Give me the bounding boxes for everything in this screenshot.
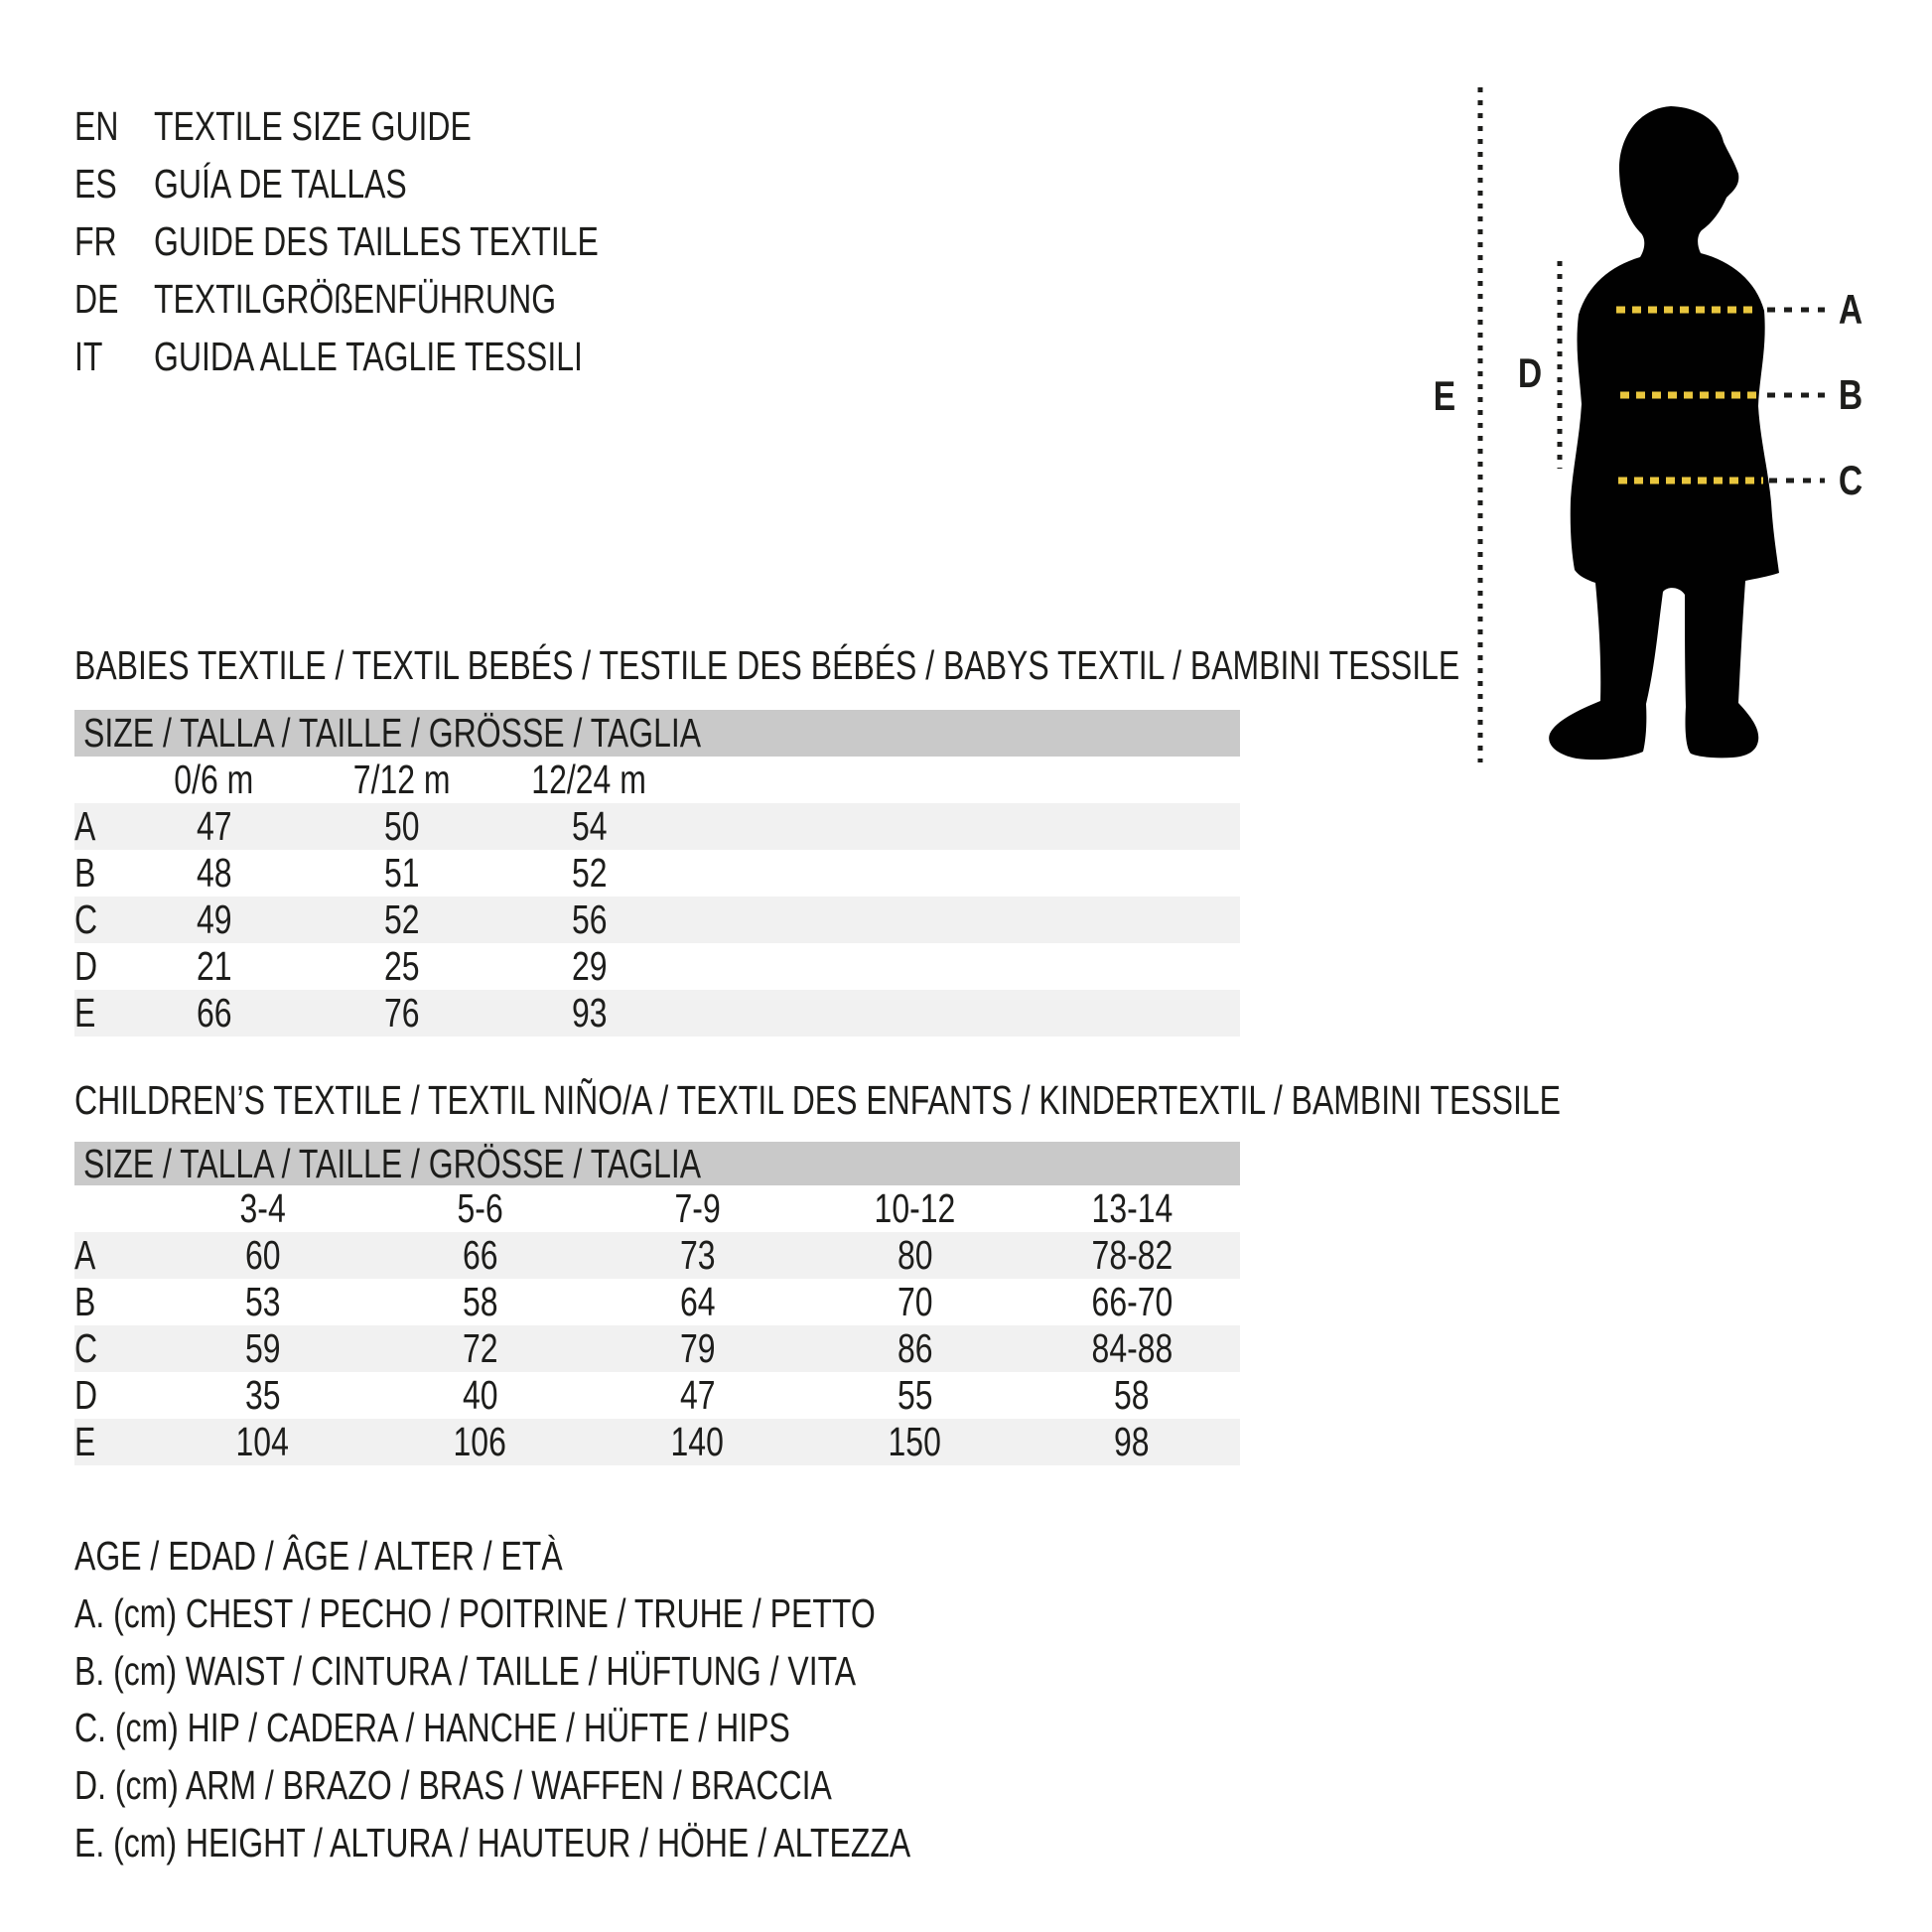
children-row-a: A 60 66 73 80 78-82: [74, 1232, 1240, 1279]
babies-col-0-6m: 0/6 m: [174, 757, 254, 802]
row-label: E: [74, 990, 96, 1035]
children-section-title: CHILDREN’S TEXTILE / TEXTIL NIÑO/A / TEXTIL DES ENFANTS / KINDERTEXTIL / BAMBINI TESSILE: [74, 1077, 1561, 1123]
children-size-table: [74, 1185, 1240, 1465]
babies-section-title: BABIES TEXTILE / TEXTIL BEBÉS / TESTILE DES BÉBÉS / BABYS TEXTIL / BAMBINI TESSILE: [74, 642, 1460, 688]
lang-row-es: [74, 155, 724, 212]
children-col-13-14: 13-14: [1091, 1185, 1173, 1231]
legend-height: E. (cm) HEIGHT / ALTURA / HAUTEUR / HÖHE / ALTEZZA: [74, 1819, 911, 1865]
children-size-header-bar: SIZE / TALLA / TAILLE / GRÖSSE / TAGLIA: [74, 1142, 1240, 1185]
figure-label-a: A: [1838, 287, 1863, 334]
children-col-10-12: 10-12: [874, 1185, 956, 1231]
lang-code-en: EN: [74, 103, 119, 149]
babies-col-7-12m: 7/12 m: [352, 757, 451, 802]
legend-arm: D. (cm) ARM / BRAZO / BRAS / WAFFEN / BRACCIA: [74, 1762, 832, 1809]
children-col-5-6: 5-6: [457, 1185, 503, 1231]
row-label: C: [74, 1325, 98, 1371]
lang-title-es: GUÍA DE TALLAS: [154, 161, 407, 207]
legend-chest: A. (cm) CHEST / PECHO / POITRINE / TRUHE / PETTO: [74, 1589, 876, 1636]
lang-code-es: ES: [74, 161, 117, 207]
lang-title-en: TEXTILE SIZE GUIDE: [154, 103, 472, 149]
row-label: E: [74, 1419, 96, 1464]
children-row-d: D 35 40 47 55 58: [74, 1372, 1150, 1418]
children-row-c: C 59 72 79 86 84-88: [74, 1325, 1240, 1372]
lang-row-fr: [74, 212, 724, 270]
row-label: B: [74, 850, 96, 896]
babies-size-table: [74, 757, 1240, 1036]
row-label: A: [74, 803, 96, 849]
legend-waist: B. (cm) WAIST / CINTURA / TAILLE / HÜFTUNG / VITA: [74, 1647, 857, 1694]
figure-label-d: D: [1517, 350, 1543, 397]
lang-row-it: [74, 328, 724, 385]
babies-row-c: C 49 52 56: [74, 897, 1240, 943]
lang-code-it: IT: [74, 334, 103, 379]
lang-title-fr: GUIDE DES TAILLES TEXTILE: [154, 218, 599, 264]
lang-code-de: DE: [74, 276, 119, 322]
babies-row-d: D 21 25 29: [74, 943, 608, 989]
babies-col-12-24m: 12/24 m: [531, 757, 647, 802]
figure-label-c: C: [1838, 458, 1863, 504]
legend-age: AGE / EDAD / ÂGE / ALTER / ETÀ: [74, 1533, 563, 1579]
row-label: A: [74, 1232, 96, 1278]
children-col-7-9: 7-9: [674, 1185, 721, 1231]
children-column-header-row: [74, 1185, 1240, 1232]
lang-row-en: [74, 97, 724, 155]
babies-size-header-bar: SIZE / TALLA / TAILLE / GRÖSSE / TAGLIA: [74, 710, 1240, 757]
babies-row-e: E 66 76 93: [74, 990, 1240, 1036]
children-col-3-4: 3-4: [239, 1185, 286, 1231]
children-row-e: E 104 106 140 150 98: [74, 1419, 1240, 1465]
figure-label-b: B: [1838, 372, 1863, 419]
lang-title-de: TEXTILGRÖßENFÜHRUNG: [154, 276, 557, 322]
row-label: D: [74, 1372, 98, 1418]
babies-row-a: A 47 50 54: [74, 803, 1240, 850]
children-row-b: B 53 58 64 70 66-70: [74, 1279, 1173, 1324]
lang-row-de: [74, 270, 724, 328]
figure-label-e: E: [1433, 373, 1456, 420]
lang-code-fr: FR: [74, 218, 117, 264]
language-header: [74, 97, 724, 385]
measurement-legend: [74, 1528, 1147, 1872]
babies-row-b: B 48 51 52: [74, 850, 608, 896]
row-label: C: [74, 897, 98, 942]
lang-title-it: GUIDA ALLE TAGLIE TESSILI: [154, 334, 583, 379]
row-label: B: [74, 1279, 96, 1324]
row-label: D: [74, 943, 98, 989]
legend-hip: C. (cm) HIP / CADERA / HANCHE / HÜFTE / HIPS: [74, 1705, 790, 1751]
babies-column-header-row: [74, 757, 1240, 803]
